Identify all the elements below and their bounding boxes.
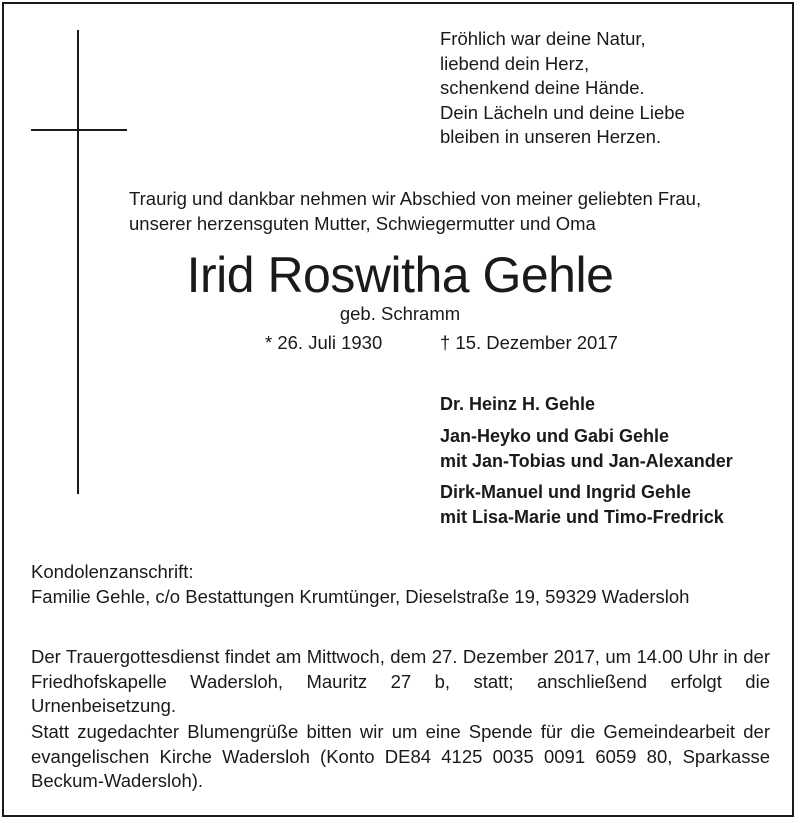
condolence-label: Kondolenzanschrift: xyxy=(31,561,194,582)
cross-horizontal-bar xyxy=(31,129,127,131)
condolence-section xyxy=(31,560,770,609)
family-line: mit Lisa-Marie und Timo-Fredrick xyxy=(440,507,724,527)
poem-line: Fröhlich war deine Natur, xyxy=(440,28,646,49)
intro-line: unserer herzensguten Mutter, Schwiegermutter und Oma xyxy=(129,212,596,234)
donation-info: Statt zugedachter Blumengrüße bitten wir um eine Spende für die Gemeindearbeit der evangelischen Kirche Wadersloh (Konto DE84 4125 0035 0091 6059 80, Sparkasse Beckum-Wadersloh). xyxy=(31,721,770,791)
poem-line: liebend dein Herz, xyxy=(440,52,590,74)
maiden-name: geb. Schramm xyxy=(339,303,461,324)
family-line: Dirk-Manuel und Ingrid Gehle xyxy=(440,482,692,502)
poem-line: Dein Lächeln und deine Liebe xyxy=(440,101,685,123)
family-line: Dr. Heinz H. Gehle xyxy=(440,394,596,414)
family-line: Jan-Heyko und Gabi Gehle xyxy=(440,426,670,446)
family-group-2 xyxy=(440,424,733,474)
family-group-1 xyxy=(440,392,595,417)
intro-text xyxy=(129,187,701,236)
intro-line: Traurig und dankbar nehmen wir Abschied von meiner geliebten Frau, xyxy=(129,188,702,209)
deceased-name: Irid Roswitha Gehle xyxy=(186,247,614,303)
poem xyxy=(440,27,685,150)
death-date: † 15. Dezember 2017 xyxy=(440,332,618,353)
birth-date: * 26. Juli 1930 xyxy=(265,332,383,353)
family-line: mit Jan-Tobias und Jan-Alexander xyxy=(440,451,733,471)
family-group-3 xyxy=(440,480,724,530)
poem-line: schenkend deine Hände. xyxy=(440,77,645,98)
poem-line: bleiben in unseren Herzen. xyxy=(440,126,662,147)
condolence-address: Familie Gehle, c/o Bestattungen Krumtünger, Dieselstraße 19, 59329 Wadersloh xyxy=(31,585,690,607)
service-info: Der Trauergottesdienst findet am Mittwoch, dem 27. Dezember 2017, um 14.00 Uhr in der Friedhofskapelle Wadersloh, Mauritz 27 b, statt; anschließend erfolgt die Urnenbeisetzung. xyxy=(31,646,770,716)
